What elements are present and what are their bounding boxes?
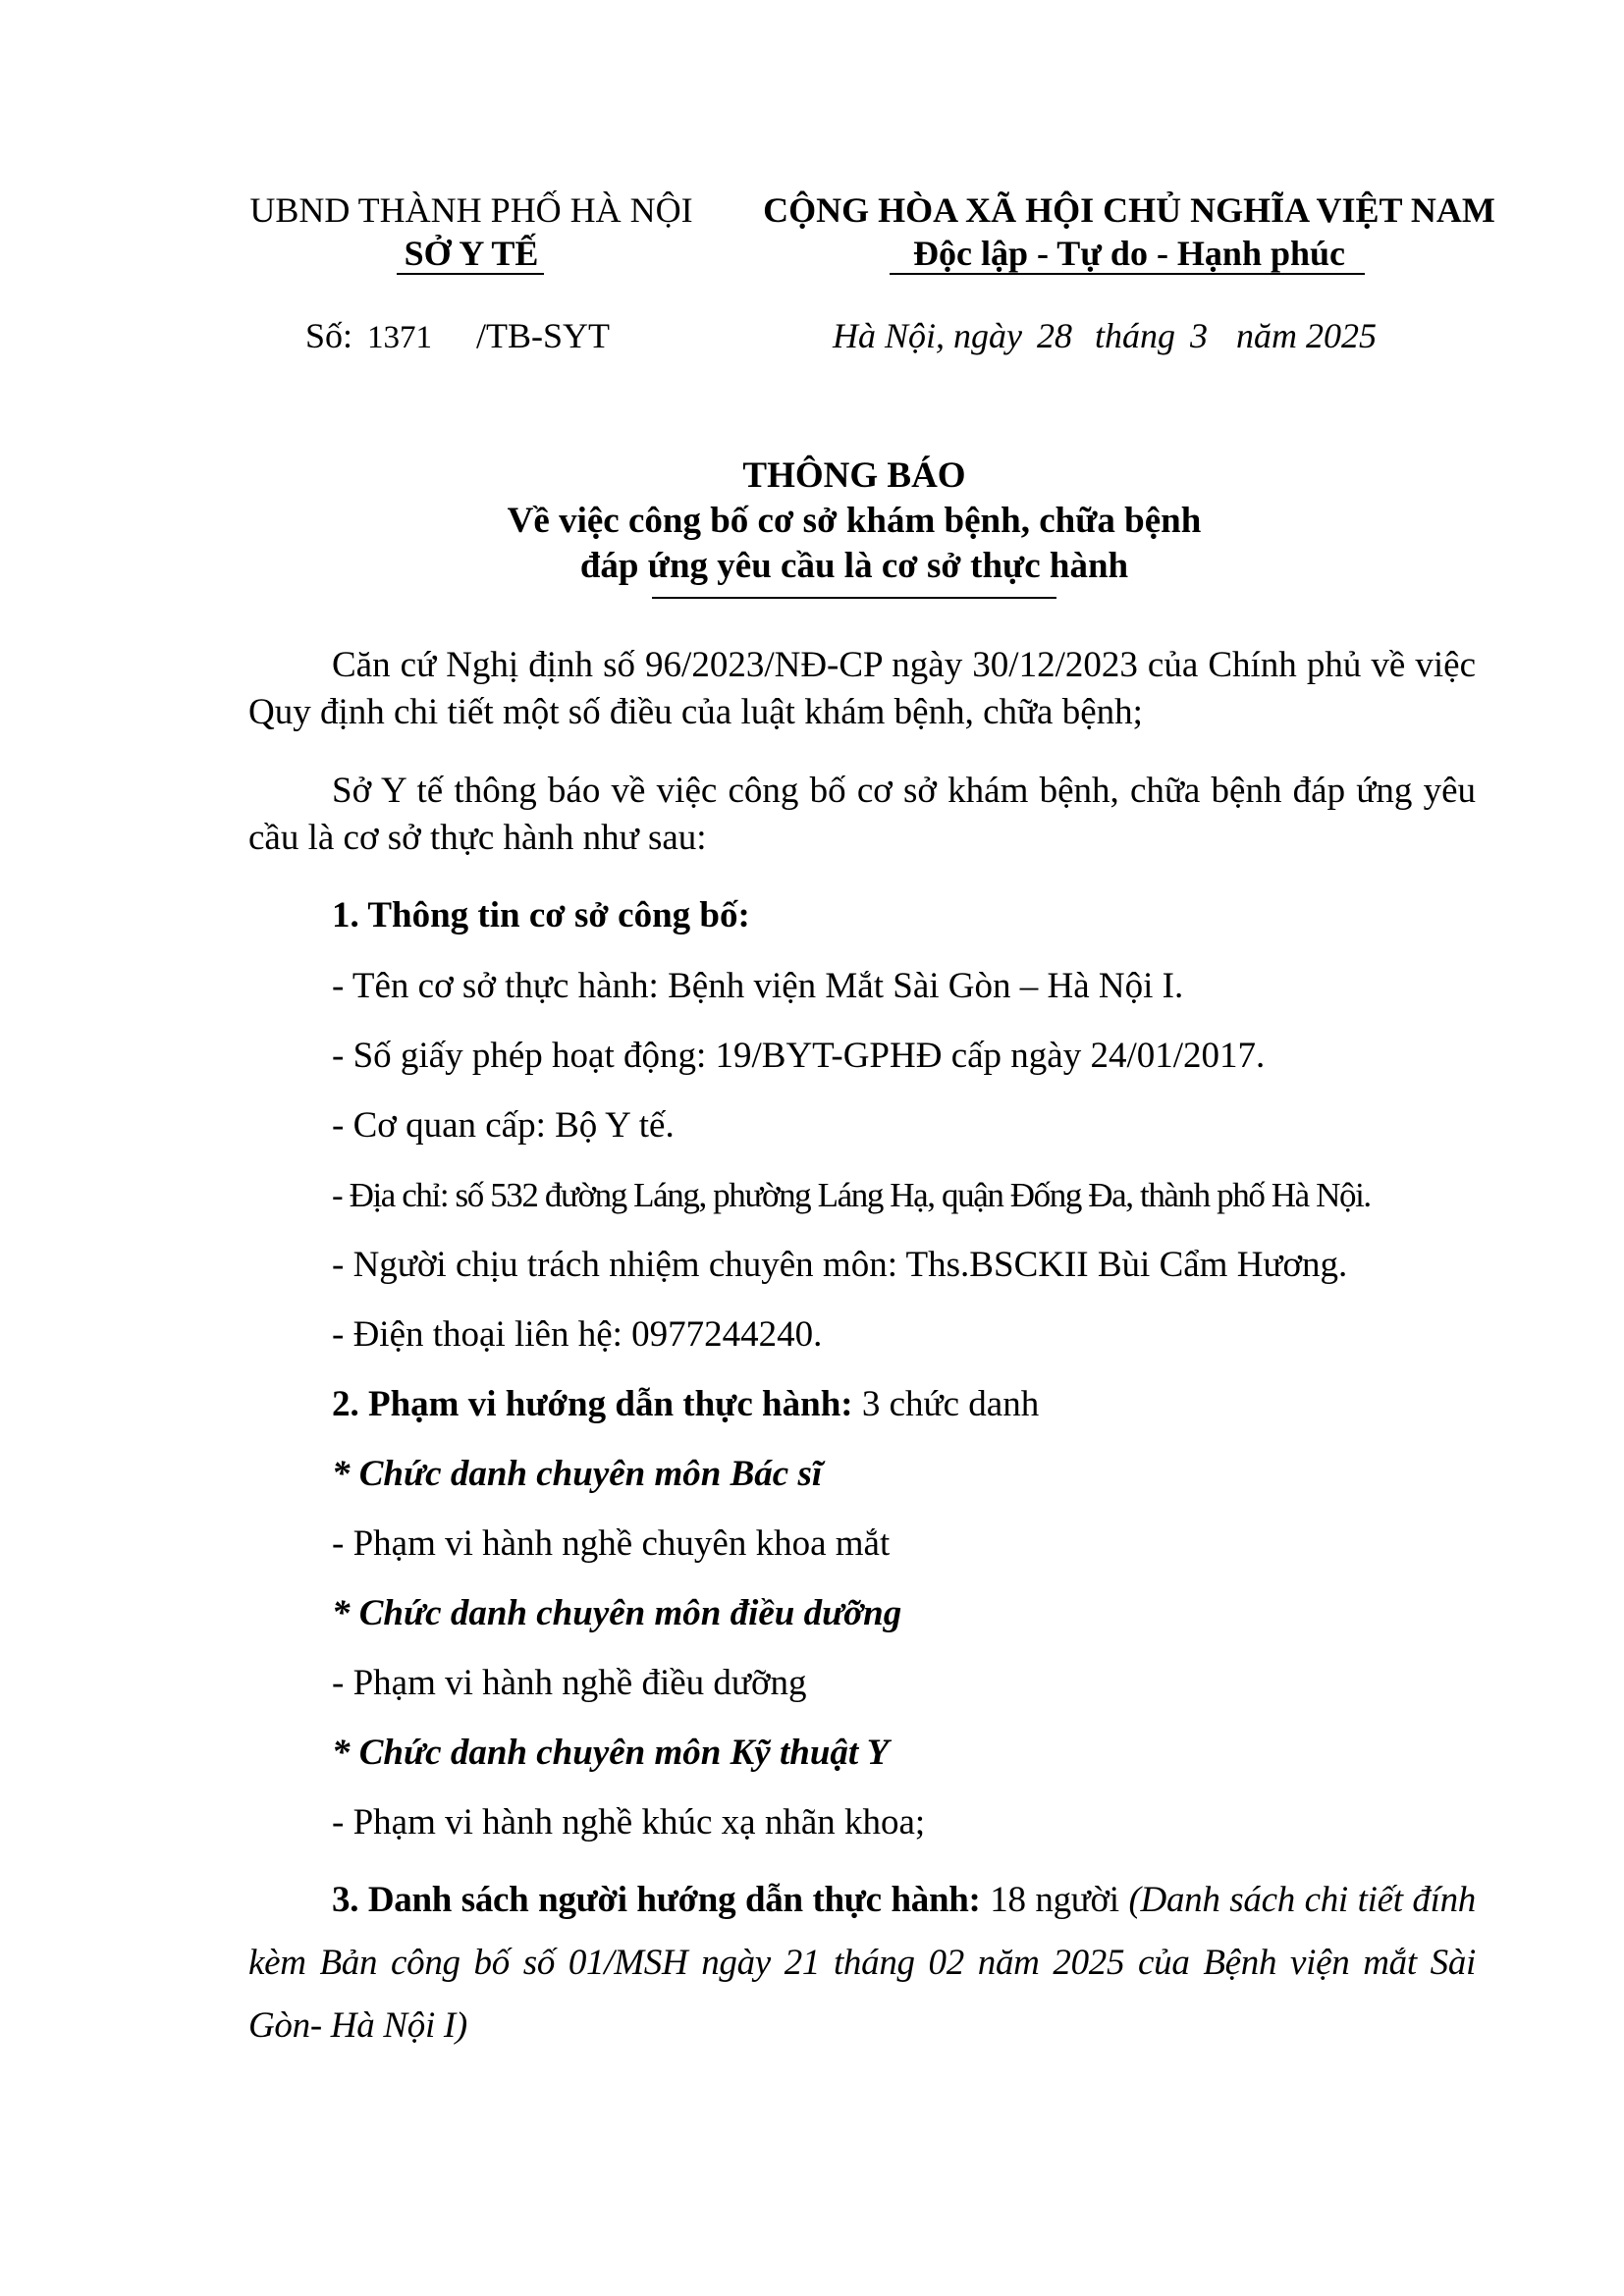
role-doctor-scope: - Phạm vi hành nghề chuyên khoa mắt bbox=[332, 1523, 891, 1564]
document-number bbox=[305, 314, 610, 359]
operating-license: - Số giấy phép hoạt động: 19/BYT-GPHĐ cấp ngày 24/01/2017. bbox=[332, 1036, 1266, 1076]
authority-department: SỞ Y TẾ bbox=[404, 234, 539, 273]
contact-phone: - Điện thoại liên hệ: 0977244240. bbox=[332, 1314, 823, 1355]
title-subject-line2: đáp ứng yêu cầu là cơ sở thực hành bbox=[579, 546, 1129, 586]
country-name: CỘNG HÒA XÃ HỘI CHỦ NGHĨA VIỆT NAM bbox=[763, 190, 1495, 230]
section-3-title: 3. Danh sách người hướng dẫn thực hành: bbox=[332, 1880, 981, 1920]
section-3-note: (Danh sách chi tiết đính kèm Bản công bố số 01/MSH ngày 21 tháng 02 năm 2025 của Bệnh viện mắt Sài Gòn- Hà Nội I) bbox=[248, 1880, 1476, 2046]
title-subject-line1: Về việc công bố cơ sở khám bệnh, chữa bệnh bbox=[507, 501, 1202, 541]
title-underline bbox=[652, 597, 1056, 599]
title-main: THÔNG BÁO bbox=[742, 455, 966, 496]
document-title bbox=[0, 454, 1624, 589]
authority-city-committee: UBND THÀNH PHỐ HÀ NỘI bbox=[249, 190, 693, 230]
document-date bbox=[833, 314, 1377, 357]
role-nursing-scope: - Phạm vi hành nghề điều dưỡng bbox=[332, 1663, 807, 1703]
announcement-text: Sở Y tế thông báo về việc công bố cơ sở khám bệnh, chữa bệnh đáp ứng yêu cầu là cơ sở thực hành như sau: bbox=[248, 771, 1476, 858]
facility-name: - Tên cơ sở thực hành: Bệnh viện Mắt Sài Gòn – Hà Nội I. bbox=[332, 966, 1184, 1006]
date-month-label: tháng bbox=[1095, 316, 1176, 355]
number-suffix: /TB-SYT bbox=[476, 316, 611, 355]
legal-basis-paragraph bbox=[248, 642, 1476, 736]
date-year: năm 2025 bbox=[1236, 316, 1378, 355]
section-1-title: 1. Thông tin cơ sở công bố: bbox=[332, 895, 750, 935]
responsible-person: - Người chịu trách nhiệm chuyên môn: Ths.BSCKII Bùi Cẩm Hương. bbox=[332, 1245, 1348, 1285]
issuing-agency: - Cơ quan cấp: Bộ Y tế. bbox=[332, 1105, 675, 1146]
section-3-count: 18 người bbox=[980, 1880, 1129, 1920]
department-underline bbox=[397, 273, 544, 275]
announcement-paragraph bbox=[248, 768, 1476, 862]
section-2-value: 3 chức danh bbox=[852, 1384, 1040, 1424]
motto: Độc lập - Tự do - Hạnh phúc bbox=[912, 234, 1346, 273]
motto-underline bbox=[890, 273, 1365, 275]
date-month: 3 bbox=[1190, 316, 1209, 355]
date-day: 28 bbox=[1037, 316, 1072, 355]
section-2-title: 2. Phạm vi hướng dẫn thực hành: bbox=[332, 1384, 853, 1424]
role-nursing-title: * Chức danh chuyên môn điều dưỡng bbox=[332, 1593, 902, 1633]
section-3 bbox=[248, 1869, 1476, 2057]
issuing-authority bbox=[216, 188, 727, 275]
date-place: Hà Nội, ngày bbox=[833, 316, 1022, 355]
national-motto bbox=[727, 188, 1532, 275]
legal-basis-text: Căn cứ Nghị định số 96/2023/NĐ-CP ngày 30/12/2023 của Chính phủ về việc Quy định chi tiết một số điều của luật khám bệnh, chữa bệnh; bbox=[248, 645, 1476, 732]
number-value: 1371 bbox=[367, 320, 433, 355]
facility-address: - Địa chỉ: số 532 đường Láng, phường Láng Hạ, quận Đống Đa, thành phố Hà Nội. bbox=[332, 1176, 1371, 1214]
role-doctor-title: * Chức danh chuyên môn Bác sĩ bbox=[332, 1454, 823, 1494]
section-2 bbox=[332, 1381, 1039, 1428]
number-prefix: Số: bbox=[305, 316, 353, 355]
role-medical-tech-title: * Chức danh chuyên môn Kỹ thuật Y bbox=[332, 1733, 890, 1773]
role-medical-tech-scope: - Phạm vi hành nghề khúc xạ nhãn khoa; bbox=[332, 1802, 926, 1842]
